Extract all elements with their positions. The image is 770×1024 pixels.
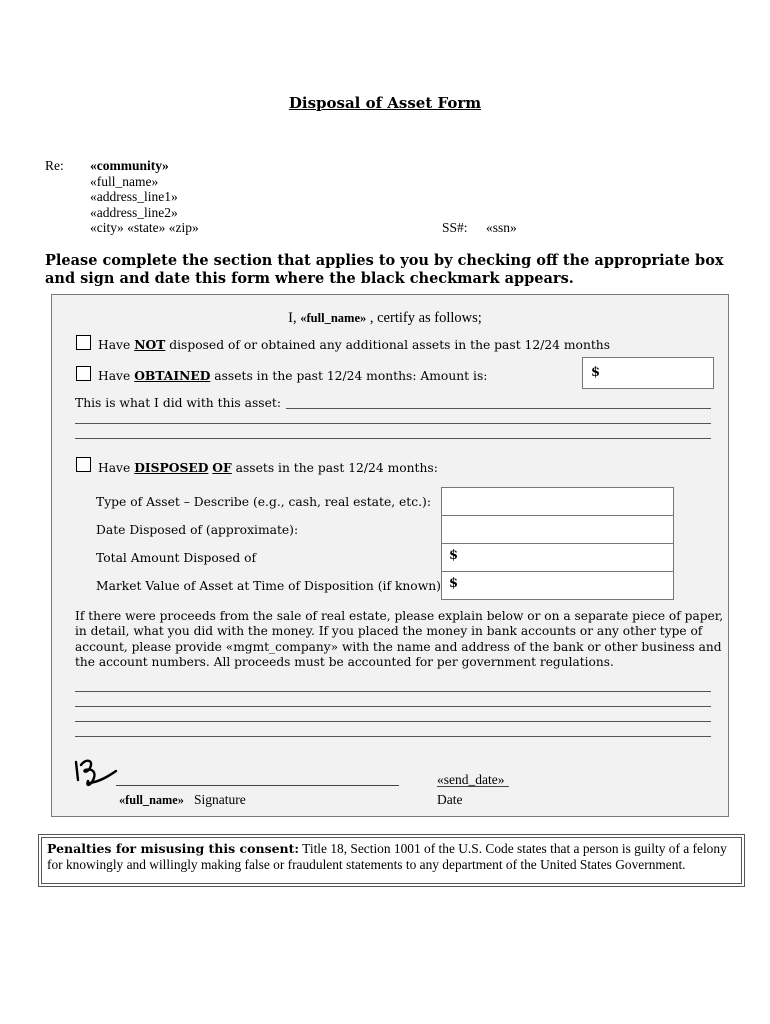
what-did-line-1[interactable] [286,408,711,409]
signature-label: Signature [194,792,246,807]
what-did-label: This is what I did with this asset: [75,396,281,410]
certify-suffix: , certify as follows; [366,310,482,326]
signature-line[interactable] [116,785,399,786]
not-disposed-checkbox[interactable] [76,335,91,350]
total-amount-label: Total Amount Disposed of [96,551,257,565]
date-disposed-label: Date Disposed of (approximate): [96,523,299,537]
penalties-box [41,837,742,884]
full-name-field: «full_name» [90,173,159,189]
proceeds-paragraph: If there were proceeds from the sale of real estate, please explain below or on a separate piece of paper, in detail, what you did with the money. If you placed the money in bank accounts or any other type of account, please provide «mgmt_company» with the name and address of the bank or other business and the account numbers. All proceeds must be accounted for per government regulations. [75,609,724,669]
market-value-input[interactable]: $ [441,571,674,600]
instructions: Please complete the section that applies to you by checking off the appropriate box and sign and date this form where the black checkmark appears. [45,252,724,287]
obtained-checkbox[interactable] [76,366,91,381]
obtained-label: Have OBTAINED assets in the past 12/24 months: Amount is: [98,368,488,383]
date-line[interactable] [437,786,509,787]
proceeds-line-2[interactable] [75,706,711,707]
not-disposed-label: Have NOT disposed of or obtained any additional assets in the past 12/24 months [98,337,611,352]
disposed-checkbox[interactable] [76,457,91,472]
checkmark-icon [72,756,120,792]
proceeds-line-4[interactable] [75,736,711,737]
ss-label: SS#: [442,220,468,235]
send-date-field: «send_date» [437,772,505,787]
disposed-label: Have DISPOSED OF assets in the past 12/24 months: [98,460,438,475]
date-disposed-input[interactable] [441,515,674,544]
signature-caption [119,792,246,808]
market-value-label: Market Value of Asset at Time of Disposition (if known) [96,579,441,593]
city-state-zip-field: «city» «state» «zip» [90,220,199,235]
certify-prefix: I, [288,310,301,326]
what-did-line-2[interactable] [75,423,711,424]
asset-type-input[interactable] [441,487,674,516]
address-line1-field: «address_line1» [90,189,178,204]
proceeds-line-3[interactable] [75,721,711,722]
signer-name: «full_name» [119,793,184,807]
asset-type-label: Type of Asset – Describe (e.g., cash, real estate, etc.): [96,495,431,509]
re-label: Re: [45,158,64,173]
what-did-line-3[interactable] [75,438,711,439]
form-title: Disposal of Asset Form [288,94,482,112]
certify-line [0,310,770,327]
address-line2-field: «address_line2» [90,204,178,220]
obtained-amount-input[interactable] [582,357,714,389]
penalties-text: Title 18, Section 1001 of the U.S. Code states that a person is guilty of a felony for knowingly and willingly making false or fraudulent statements to any department of the United States Government. [47,841,727,872]
ssn-field: «ssn» [486,220,517,235]
dollar-sign: $ [591,365,601,380]
penalties-lead: Penalties for misusing this consent: [47,841,300,856]
certify-name: «full_name» [300,311,367,325]
date-label: Date [437,792,463,807]
total-amount-input[interactable]: $ [441,543,674,572]
community-field: «community» [90,158,169,173]
re-address-block [90,158,199,236]
proceeds-line-1[interactable] [75,691,711,692]
